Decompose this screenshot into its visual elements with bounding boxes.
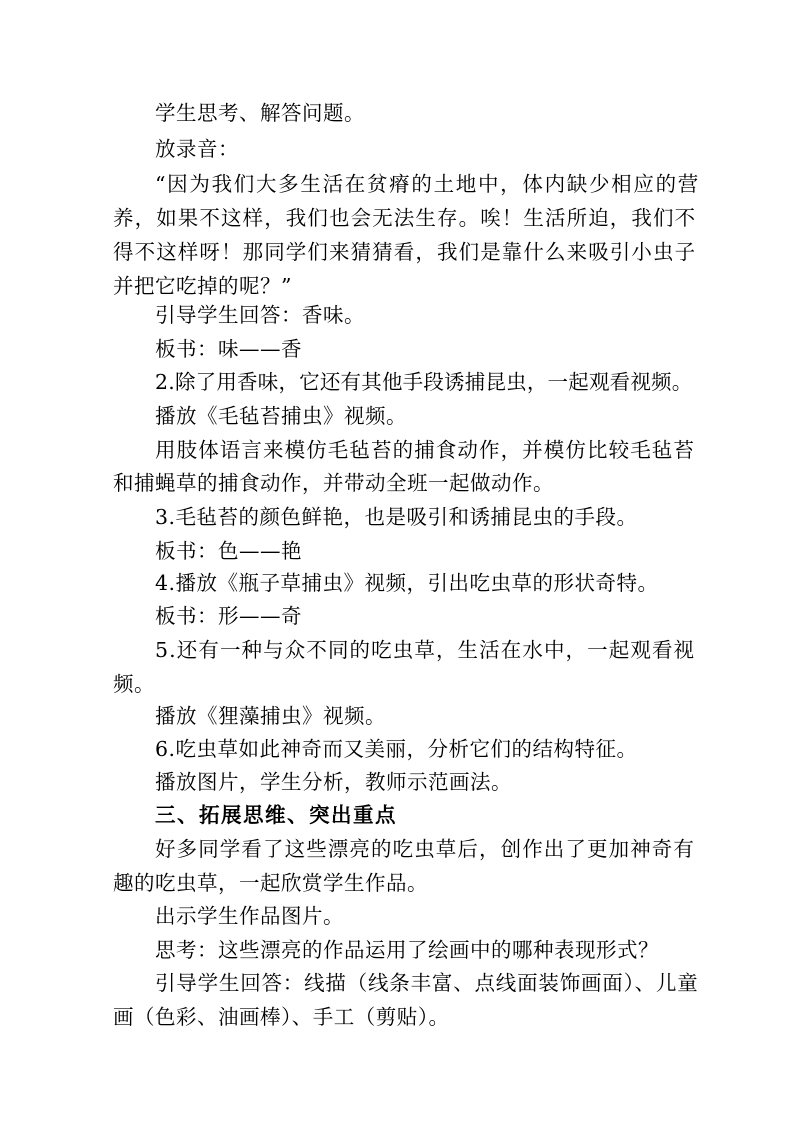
- paragraph-line: 板书：形——奇: [155, 604, 302, 628]
- paragraph-line: 放录音：: [155, 137, 239, 161]
- paragraph-line: 6.吃虫草如此神奇而又美丽，分析它们的结构特征。: [155, 737, 638, 761]
- paragraph-line: 播放《毛毡苔捕虫》视频。: [155, 404, 407, 428]
- paragraph-line: 并把它吃掉的呢？”: [113, 274, 292, 298]
- paragraph-line: 播放《狸藻捕虫》视频。: [155, 704, 386, 728]
- paragraph-line: 趣的吃虫草，一起欣赏学生作品。: [113, 871, 428, 895]
- paragraph-line: 画（色彩、油画棒）、手工（剪贴）。: [113, 1005, 450, 1029]
- section-heading: 三、拓展思维、突出重点: [155, 803, 397, 827]
- paragraph-line: “因为我们大多生活在贫瘠的土地中，体内缺少相应的营: [155, 172, 700, 196]
- paragraph-line: 5.还有一种与众不同的吃虫草，生活在水中，一起观看视: [155, 638, 696, 662]
- paragraph-line: 板书：味——香: [155, 337, 302, 361]
- paragraph-line: 用肢体语言来模仿毛毡苔的捕食动作，并模仿比较毛毡苔: [155, 438, 695, 462]
- paragraph-line: 引导学生回答：香味。: [155, 303, 365, 327]
- paragraph-line: 学生思考、解答问题。: [155, 101, 365, 125]
- paragraph-line: 得不这样呀！那同学们来猜猜看，我们是靠什么来吸引小虫子: [113, 240, 697, 264]
- paragraph-line: 思考：这些漂亮的作品运用了绘画中的哪种表现形式？: [155, 938, 659, 962]
- paragraph-line: 引导学生回答：线描（线条丰富、点线面装饰画面）、儿童: [155, 971, 699, 995]
- paragraph-line: 好多同学看了这些漂亮的吃虫草后，创作出了更加神奇有: [155, 837, 695, 861]
- paragraph-line: 3.毛毡苔的颜色鲜艳，也是吸引和诱捕昆虫的手段。: [155, 505, 638, 529]
- paragraph-line: 和捕蝇草的捕食动作，并带动全班一起做动作。: [113, 471, 554, 495]
- paragraph-line: 4.播放《瓶子草捕虫》视频，引出吃虫草的形状奇特。: [155, 571, 659, 595]
- paragraph-line: 出示学生作品图片。: [155, 904, 344, 928]
- paragraph-line: 2.除了用香味，它还有其他手段诱捕昆虫，一起观看视频。: [155, 370, 693, 394]
- paragraph-line: 养，如果不这样，我们也会无法生存。唉！生活所迫，我们不: [113, 206, 697, 230]
- paragraph-line: 板书：色——艳: [155, 539, 302, 563]
- paragraph-line: 频。: [113, 672, 155, 696]
- paragraph-line: 播放图片，学生分析，教师示范画法。: [155, 770, 512, 794]
